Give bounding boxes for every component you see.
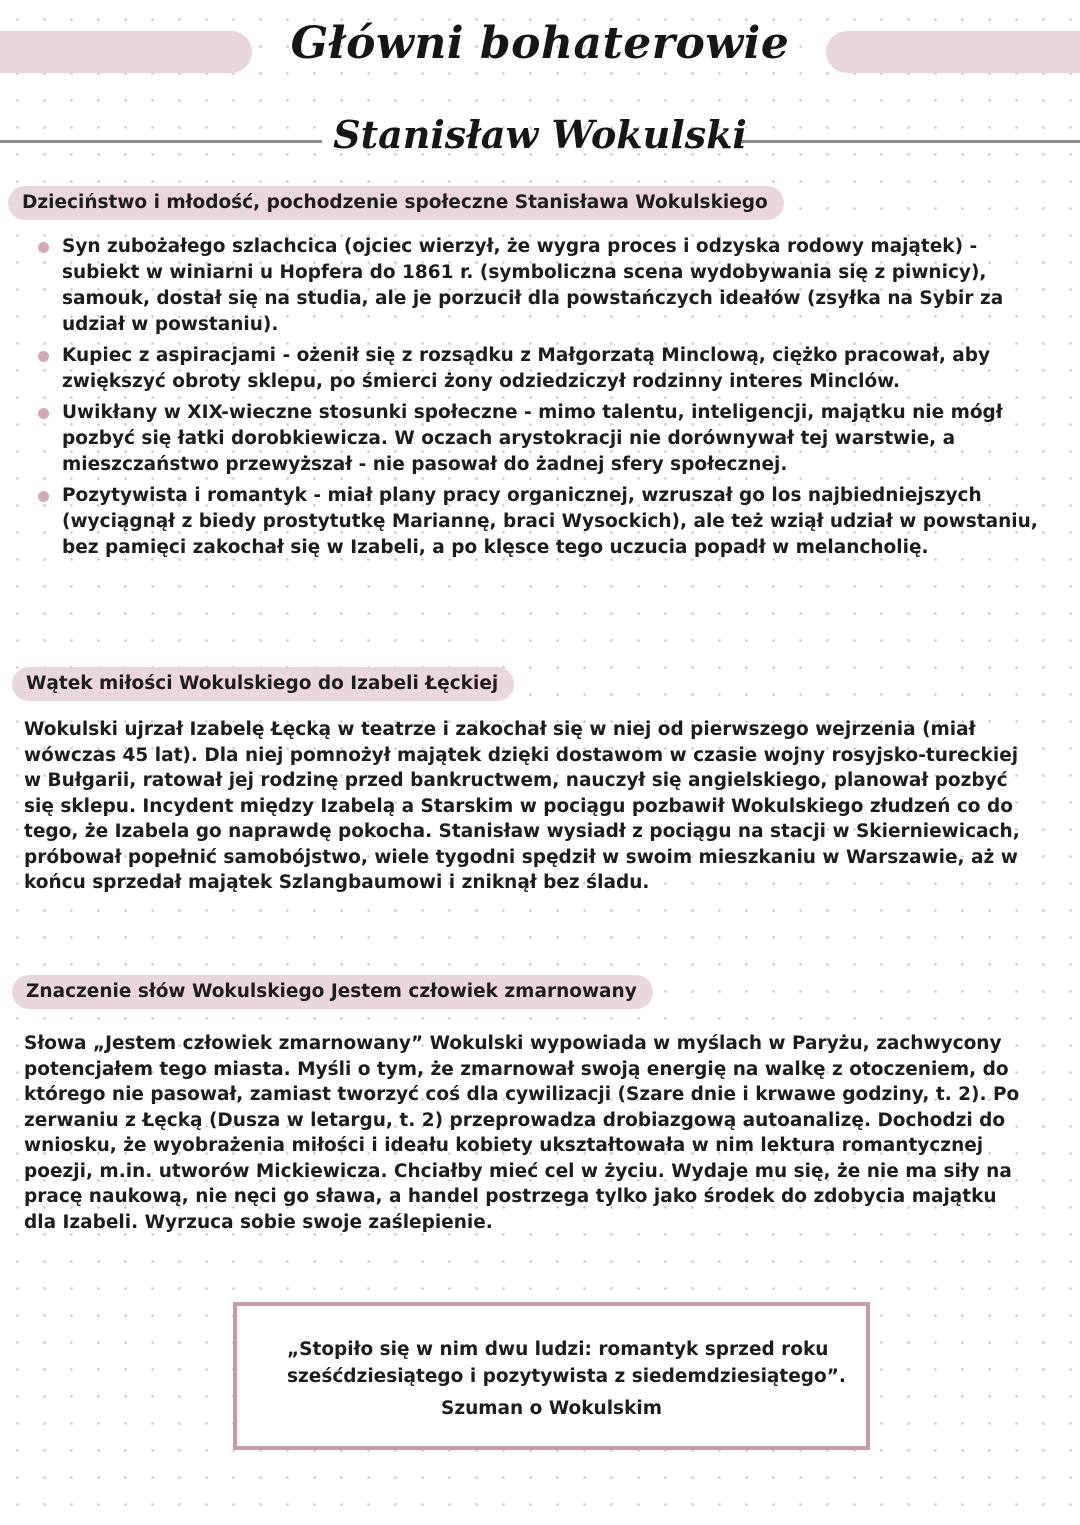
list-item [38,234,1048,338]
bullet-text: Kupiec z aspiracjami - ożenił się z rozsądku z Małgorzatą Minclową, ciężko pracował, aby zwiększyć obroty sklepu, po śmierci żony odziedziczył rodzinny interes Minclów. [62,345,991,392]
bullet-icon [38,351,49,362]
quote-text: „Stopiło się w nim dwu ludzi: romantyk sprzed roku sześćdziesiątego i pozytywista z siedemdziesiątego”. [287,1339,846,1387]
bullet-text: Pozytywista i romantyk - miał plany pracy organicznej, wzruszał go los najbiedniejszych (wyciągnął z biedy prostytutkę Mariannę, braci Wysockich), ale też wziął udział w powstaniu, bez pamięci zakochał się w Izabeli, a po klęsce tego uczucia popadł w melancholię. [62,485,1038,558]
section-heading-childhood: Dzieciństwo i młodość, pochodzenie społeczne Stanisława Wokulskiego [8,186,784,220]
list-item [38,400,1048,478]
list-item [38,483,1048,561]
quote-box [233,1302,870,1450]
bullet-icon [38,491,49,502]
bullet-list [38,234,1048,566]
section-meaning-text: Słowa „Jestem człowiek zmarnowany” Wokulski wypowiada w myślach w Paryżu, zachwycony potencjałem tego miasta. Myśli o tym, że zmarnował swoją energię na walkę z otoczeniem, do którego nie pasował, zamiast tworzyć coś dla cywilizacji (Szare dnie i krwawe godziny, t. 2). Po zerwaniu z Łęcką (Dusza w letargu, t. 2) przeprowadza drobiazgową autoanalizę. Dochodzi do wniosku, że wyobrażenia miłości i ideału kobiety ukształtowała w nim lektura romantycznej poezji, m.in. utworów Mickiewicza. Chciałby mieć cel w życiu. Wydaje mu się, że nie ma siły na pracę naukową, nie nęci go sława, a handel postrzega tylko jako środek do zdobycia majątku dla Izabeli. Wyrzuca sobie swoje zaślepienie. [24,1033,1020,1233]
bullet-text: Syn zubożałego szlachcica (ojciec wierzył, że wygra proces i odzyska rodowy majątek) - subiekt w winiarni u Hopfera do 1861 r. (symboliczna scena wydobywania się z piwnicy), samouk, dostał się na studia, ale je porzucił dla powstańczych ideałów (zsyłka na Sybir za udział w powstaniu). [62,236,1004,335]
bullet-icon [38,408,49,419]
bullet-text: Uwikłany w XIX-wieczne stosunki społeczne - mimo talentu, inteligencji, majątku nie mógł pozbyć się łatki dorobkiewicza. W oczach arystokracji nie dorównywał tej warstwie, a mieszczaństwo przewyższał - nie pasował do żadnej sfery społecznej. [62,402,1003,475]
section-love-text: Wokulski ujrzał Izabelę Łęcką w teatrze i zakochał się w niej od pierwszego wejrzenia (miał wówczas 45 lat). Dla niej pomnożył majątek dzięki dostawom w czasie wojny rosyjsko-tureckiej w Bułgarii, ratował jej rodzinę przed bankructwem, nauczył się angielskiego, planował pozbyć się sklepu. Incydent między Izabelą a Starskim w pociągu pozbawił Wokulskiego złudzeń co do tego, że Izabela go naprawdę pokocha. Stanisław wysiadł z pociągu na stacji w Skierniewicach, próbował popełnić samobójstwo, wiele tygodni spędził w swoim mieszkaniu w Warszawie, aż w końcu sprzedał majątek Szlangbaumowi i zniknął bez śladu. [24,719,1020,893]
page-subtitle: Stanisław Wokulski [333,112,747,157]
section-heading-love: Wątek miłości Wokulskiego do Izabeli Łęckiej [12,667,514,701]
section-heading-meaning: Znaczenie słów Wokulskiego Jestem człowiek zmarnowany [12,975,653,1009]
list-item [38,343,1048,395]
bullet-icon [38,242,49,253]
page-title: Główni bohaterowie [290,18,790,69]
quote-author: Szuman o Wokulskim [441,1398,662,1419]
